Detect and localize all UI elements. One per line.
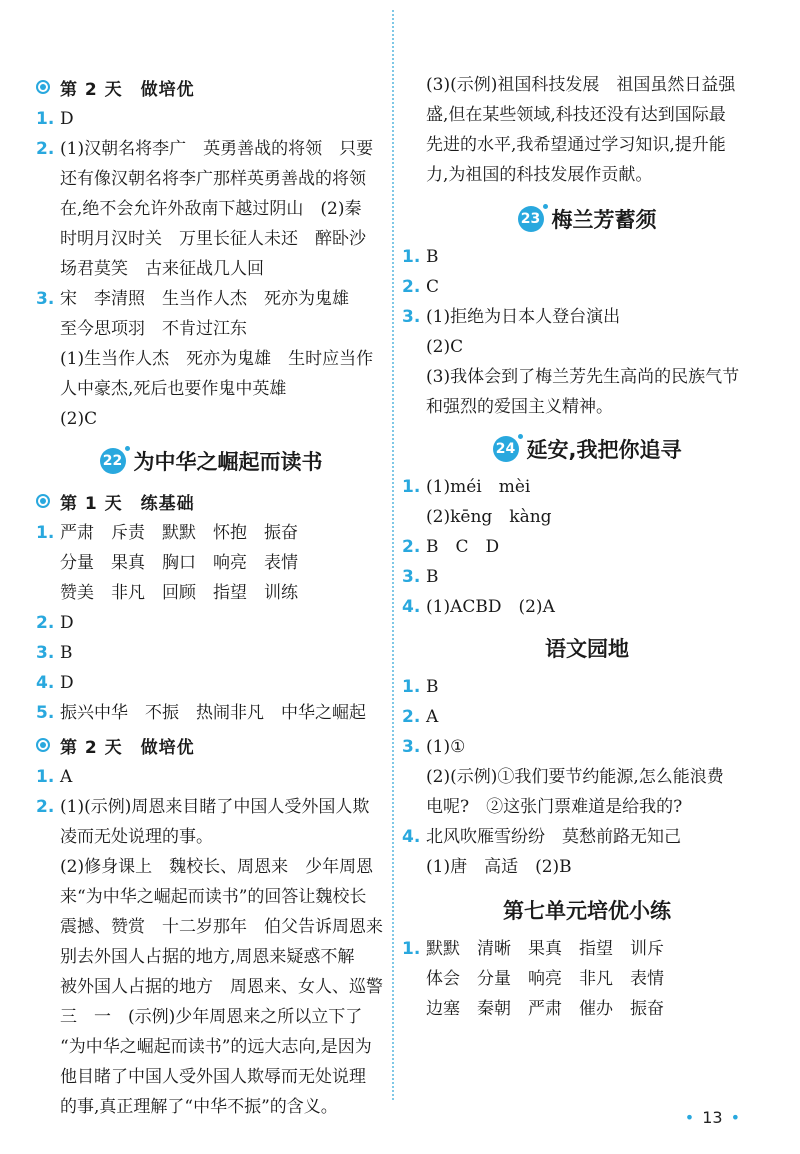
answer-text [426,702,772,732]
answer-line: 来“为中华之崛起而读书”的回答让魏校长 [60,887,367,907]
answer-text [60,638,386,668]
answer-item [36,608,386,638]
answer-line: A [426,707,439,727]
answer-line: D [60,109,74,129]
answer-line: (1)(示例)周恩来目睹了中国人受外国人欺 [60,797,370,817]
question-number: 2. [402,277,421,297]
question-number: 1. [402,247,421,267]
answer-line: (2)(示例)①我们要节约能源,怎么能浪费 [426,767,724,787]
question-number: 3. [36,643,55,663]
answer-line: 电呢? ②这张门票难道是给我的? [426,797,683,817]
answer-line: (1)生当作人杰 死亦为鬼雄 生时应当作 [60,349,374,369]
question-number: 3. [402,567,421,587]
answer-line: B C D [426,537,500,557]
question-number: 2. [36,613,55,633]
section-title: 语文园地 [545,637,629,661]
question-number: 3. [402,307,421,327]
lesson-number-badge: 24 [493,436,519,462]
question-number: 1. [36,767,55,787]
answer-line: C [426,277,440,297]
answer-text [426,672,772,702]
answer-line: (1)ACBD (2)A [426,597,555,617]
answer-item [402,672,772,702]
answer-item [36,284,386,434]
answer-line: D [60,673,74,693]
page-number-text: 13 [702,1108,723,1127]
answer-text [60,792,386,1122]
answer-item [36,762,386,792]
answer-line: 体会 分量 响亮 非凡 表情 [426,969,664,989]
answer-line: 先进的水平,我希望通过学习知识,提升能 [426,135,726,155]
right-column [402,70,772,1024]
question-number: 3. [36,289,55,309]
page-number [677,1108,748,1127]
lesson-number-badge: 23 [518,206,544,232]
lesson-title: 为中华之崛起而读书 [133,450,323,474]
answer-list [402,242,772,422]
answer-line: 他目睹了中国人受外国人欺辱而无处说理 [60,1067,366,1087]
target-icon [36,494,50,508]
answer-line: B [426,567,439,587]
answer-line: (1)① [426,737,466,757]
answer-item [402,242,772,272]
answer-text [60,608,386,638]
answer-text [60,518,386,608]
answer-line: (2)修身课上 魏校长、周恩来 少年周恩 [60,857,374,877]
question-number: 2. [402,537,421,557]
answer-list [402,472,772,622]
target-icon [36,738,50,752]
answer-line: (2)kēng kàng [426,507,552,527]
answer-text [60,104,386,134]
day-heading: 第 2 天 做培优 [36,728,386,762]
answer-text [426,562,772,592]
answer-line: 宋 李清照 生当作人杰 死亦为鬼雄 [60,289,349,309]
answer-item [36,698,386,728]
answer-text [60,134,386,284]
answer-text [426,472,772,532]
lesson-heading [402,196,772,242]
answer-item [402,532,772,562]
answer-line: 北风吹雁雪纷纷 莫愁前路无知己 [426,827,681,847]
answer-line: 振兴中华 不振 热闹非凡 中华之崛起 [60,703,366,723]
answer-line: 震撼、赞赏 十二岁那年 伯父告诉周恩来 [60,917,383,937]
answer-item [402,592,772,622]
answer-line: 盛,但在某些领域,科技还没有达到国际最 [426,105,726,125]
answer-line: 时明月汉时关 万里长征人未还 醉卧沙 [60,229,366,249]
answer-text [426,532,772,562]
answer-item [36,668,386,698]
answer-item [36,792,386,1122]
section-title: 第七单元培优小练 [503,899,671,923]
question-number: 4. [36,673,55,693]
column-divider [392,10,394,1100]
answer-item [402,272,772,302]
answer-line: 边塞 秦朝 严肃 催办 振奋 [426,999,664,1019]
answer-line: 凌而无处说理的事。 [60,827,213,847]
answer-line: (2)C [426,337,464,357]
question-number: 4. [402,827,421,847]
answer-text [426,732,772,822]
target-icon [36,80,50,94]
answer-item [36,134,386,284]
answer-item [402,822,772,882]
answer-line: 赞美 非凡 回顾 指望 训练 [60,583,298,603]
question-number: 2. [36,797,55,817]
answer-line: 人中豪杰,死后也要作鬼中英雄 [60,379,287,399]
answer-item [402,302,772,422]
lesson-number-badge: 22 [100,448,126,474]
answer-line: 的事,真正理解了“中华不振”的含义。 [60,1097,338,1117]
answer-text [60,668,386,698]
answer-line: (3)我体会到了梅兰芳先生高尚的民族气节 [426,367,740,387]
answer-list [36,518,386,728]
answer-line: 至今思项羽 不肯过江东 [60,319,247,339]
answer-item [402,732,772,822]
answer-item [402,934,772,1024]
day-heading: 第 2 天 做培优 [36,70,386,104]
answer-text [60,284,386,434]
answer-item [402,472,772,532]
lesson-heading [36,438,386,484]
answer-list [402,672,772,882]
answer-list [36,762,386,1122]
answer-text [60,762,386,792]
answer-item [36,638,386,668]
answer-text [426,272,772,302]
answer-text [426,822,772,882]
answer-line: B [426,247,439,267]
answer-text [426,242,772,272]
answer-item [36,104,386,134]
answer-item [36,518,386,608]
answer-text [426,934,772,1024]
answer-line: 严肃 斥责 默默 怀抱 振奋 [60,523,298,543]
dot-icon: • [730,1108,740,1127]
answer-line: 场君莫笑 古来征战几人回 [60,259,264,279]
answer-line: 在,绝不会允许外敌南下越过阴山 (2)秦 [60,199,362,219]
answer-line: B [426,677,439,697]
question-number: 2. [402,707,421,727]
answer-text [426,592,772,622]
lesson-title: 延安,我把你追寻 [526,438,682,462]
question-number: 1. [36,523,55,543]
question-number: 4. [402,597,421,617]
answer-line: 力,为祖国的科技发展作贡献。 [426,165,653,185]
answer-item [402,702,772,732]
answer-line: (1)汉朝名将李广 英勇善战的将领 只要 [60,139,374,159]
answer-line: “为中华之崛起而读书”的远大志向,是因为 [60,1037,372,1057]
answer-line: B [60,643,73,663]
answer-line: 三 一 (示例)少年周恩来之所以立下了 [60,1007,363,1027]
answer-line: (1)唐 高适 (2)B [426,857,572,877]
answer-item [402,562,772,592]
answer-text [60,698,386,728]
question-number: 1. [402,677,421,697]
question-number: 5. [36,703,55,723]
left-column [36,70,386,1122]
lesson-heading [402,426,772,472]
answer-line: 和强烈的爱国主义精神。 [426,397,613,417]
continued-answer [402,70,772,190]
answer-line: 默默 清晰 果真 指望 训斥 [426,939,664,959]
answer-list [36,104,386,434]
question-number: 2. [36,139,55,159]
answer-line: (1)méi mèi [426,477,531,497]
answer-line: (2)C [60,409,98,429]
answer-line: A [60,767,73,787]
answer-line: (1)拒绝为日本人登台演出 [426,307,621,327]
answer-text [426,302,772,422]
question-number: 1. [36,109,55,129]
answer-line: D [60,613,74,633]
question-number: 1. [402,939,421,959]
answer-line: 分量 果真 胸口 响亮 表情 [60,553,298,573]
question-number: 3. [402,737,421,757]
answer-list [402,934,772,1024]
day-heading: 第 1 天 练基础 [36,484,386,518]
answer-line: 别去外国人占据的地方,周恩来疑惑不解 [60,947,355,967]
answer-line: (3)(示例)祖国科技发展 祖国虽然日益强 [426,75,736,95]
question-number: 1. [402,477,421,497]
lesson-title: 梅兰芳蓄须 [551,208,657,232]
answer-line: 还有像汉朝名将李广那样英勇善战的将领 [60,169,366,189]
dot-icon: • [684,1108,695,1127]
answer-line: 被外国人占据的地方 周恩来、女人、巡警 [60,977,383,997]
